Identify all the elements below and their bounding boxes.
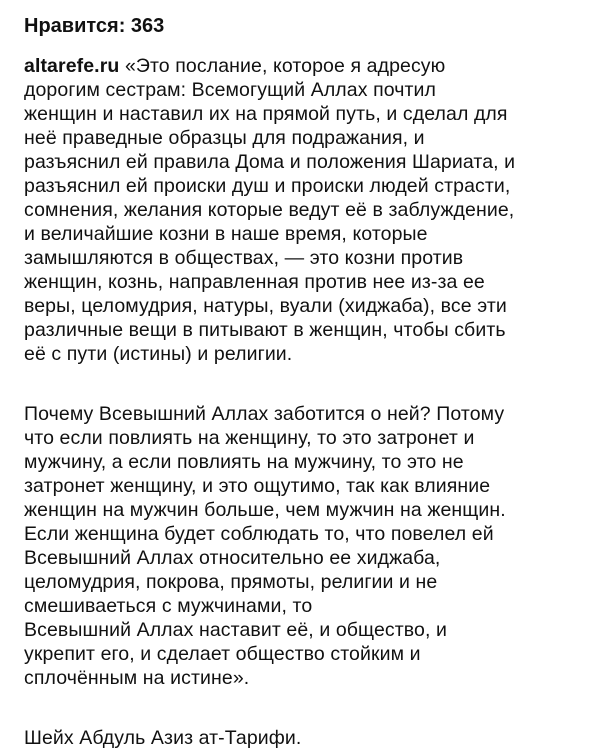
- username-link[interactable]: altarefe.ru: [24, 55, 120, 77]
- paragraph-spacer: [24, 690, 578, 726]
- caption-line: Почему Всевышний Аллах заботится о ней? Потому: [24, 403, 505, 425]
- signature-line: Шейх Абдуль Азиз ат-Тарифи.: [24, 727, 302, 749]
- caption-line: женщин на мужчин больше, чем мужчин на женщин.: [24, 499, 506, 521]
- caption-line: укрепит его, и сделает общество стойким и: [24, 643, 421, 665]
- caption-line: различные вещи в питывают в женщин, чтобы сбить: [24, 319, 506, 341]
- caption-line: целомудрия, покрова, прямоты, религии и не: [24, 571, 438, 593]
- caption-line: замышляются в обществах, — это козни против: [24, 247, 464, 269]
- caption-line: сомнения, желания которые ведут её в заблуждение,: [24, 199, 515, 221]
- caption-text: «Это послание, которое я адресую: [124, 55, 446, 77]
- caption-paragraph-1: [24, 54, 578, 366]
- caption-line: сплочённым на истине».: [24, 667, 250, 689]
- caption-paragraph-2: [24, 402, 578, 690]
- caption-line: Всевышний Аллах наставит её, и общество, и: [24, 619, 448, 641]
- caption-line: неё праведные образцы для подражания, и: [24, 127, 425, 149]
- caption-line: мужчину, а если повлиять на мужчину, то это не: [24, 451, 464, 473]
- likes-count[interactable]: Нравится: 363: [24, 15, 165, 37]
- caption-line: и величайшие козни в наше время, которые: [24, 223, 428, 245]
- caption-line: смешиваеться с мужчинами, то: [24, 595, 313, 617]
- post-caption: [24, 54, 578, 750]
- caption-line: Всевышний Аллах относительно ее хиджаба,: [24, 547, 441, 569]
- caption-line: что если повлиять на женщину, то это затронет и: [24, 427, 475, 449]
- caption-line: затронет женщину, и это ощутимо, так как влияние: [24, 475, 491, 497]
- caption-line: дорогим сестрам: Всемогущий Аллах почтил: [24, 79, 437, 101]
- caption-line: разъяснил ей правила Дома и положения Шариата, и: [24, 151, 516, 173]
- caption-line: её с пути (истины) и религии.: [24, 343, 293, 365]
- caption-signature: [24, 726, 578, 750]
- caption-first-line: [24, 54, 578, 78]
- caption-line: Если женщина будет соблюдать то, что повелел ей: [24, 523, 494, 545]
- caption-line: разъяснил ей происки душ и происки людей страсти,: [24, 175, 511, 197]
- caption-line: женщин, кознь, направленная против нее из-за ее: [24, 271, 485, 293]
- paragraph-spacer: [24, 366, 578, 402]
- caption-line: женщин и наставил их на прямой путь, и сделал для: [24, 103, 508, 125]
- caption-line: веры, целомудрия, натуры, вуали (хиджаба), все эти: [24, 295, 507, 317]
